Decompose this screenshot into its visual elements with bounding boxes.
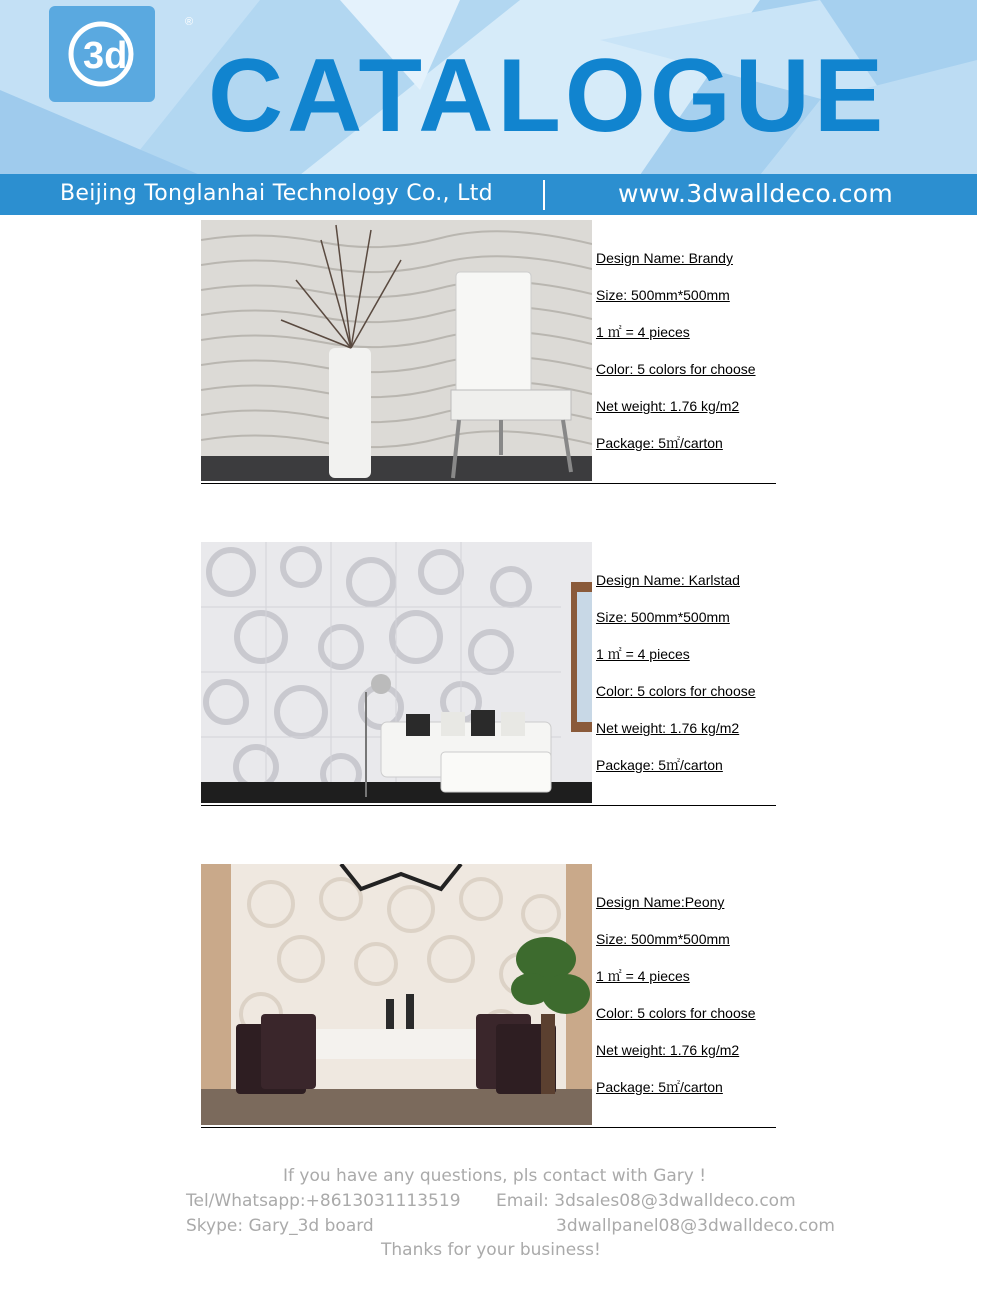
registered-mark: ®	[185, 16, 194, 28]
band-divider	[543, 180, 545, 210]
product-karlstad	[201, 542, 776, 806]
spec-size: Size: 500mm*500mm	[596, 609, 730, 625]
skype-id: Skype: Gary_3d board	[186, 1216, 374, 1236]
contact-line: If you have any questions, pls contact with Gary !	[283, 1166, 707, 1186]
svg-text:3d: 3d	[83, 35, 128, 77]
spec-design-name: Design Name:Peony	[596, 894, 725, 910]
product-photo-brandy	[201, 220, 592, 481]
product-divider	[201, 1127, 776, 1128]
product-photo-karlstad	[201, 542, 592, 803]
spec-pieces: 1 ㎡ = 4 pieces	[596, 968, 690, 984]
website-link[interactable]: www.3dwalldeco.com	[618, 179, 894, 208]
spec-design-name: Design Name: Brandy	[596, 250, 733, 266]
product-divider	[201, 805, 776, 806]
email-secondary[interactable]: 3dwallpanel08@3dwalldeco.com	[556, 1216, 835, 1236]
product-divider	[201, 483, 776, 484]
catalogue-title: CATALOGUE	[208, 38, 888, 154]
spec-package: Package: 5㎡/carton	[596, 435, 723, 451]
logo-3d-icon	[49, 6, 155, 102]
spec-package: Package: 5㎡/carton	[596, 757, 723, 773]
tel-whatsapp: Tel/Whatsapp:+8613031113519	[186, 1191, 461, 1211]
spec-net-weight: Net weight: 1.76 kg/m2	[596, 1042, 740, 1058]
catalogue-header	[0, 0, 977, 215]
product-photo-peony	[201, 864, 592, 1125]
spec-color: Color: 5 colors for choose	[596, 1005, 756, 1021]
spec-pieces: 1 ㎡ = 4 pieces	[596, 324, 690, 340]
company-logo	[49, 6, 194, 102]
product-specs	[596, 572, 776, 794]
product-specs	[596, 250, 776, 472]
thanks-line: Thanks for your business!	[381, 1240, 601, 1260]
company-name: Beijing Tonglanhai Technology Co., Ltd	[60, 181, 493, 206]
email-primary[interactable]: Email: 3dsales08@3dwalldeco.com	[496, 1191, 796, 1211]
spec-size: Size: 500mm*500mm	[596, 931, 730, 947]
spec-pieces: 1 ㎡ = 4 pieces	[596, 646, 690, 662]
spec-design-name: Design Name: Karlstad	[596, 572, 740, 588]
spec-size: Size: 500mm*500mm	[596, 287, 730, 303]
product-specs	[596, 894, 776, 1116]
spec-color: Color: 5 colors for choose	[596, 361, 756, 377]
spec-net-weight: Net weight: 1.76 kg/m2	[596, 720, 740, 736]
spec-net-weight: Net weight: 1.76 kg/m2	[596, 398, 740, 414]
product-peony	[201, 864, 776, 1128]
spec-color: Color: 5 colors for choose	[596, 683, 756, 699]
product-brandy	[201, 220, 776, 484]
spec-package: Package: 5㎡/carton	[596, 1079, 723, 1095]
